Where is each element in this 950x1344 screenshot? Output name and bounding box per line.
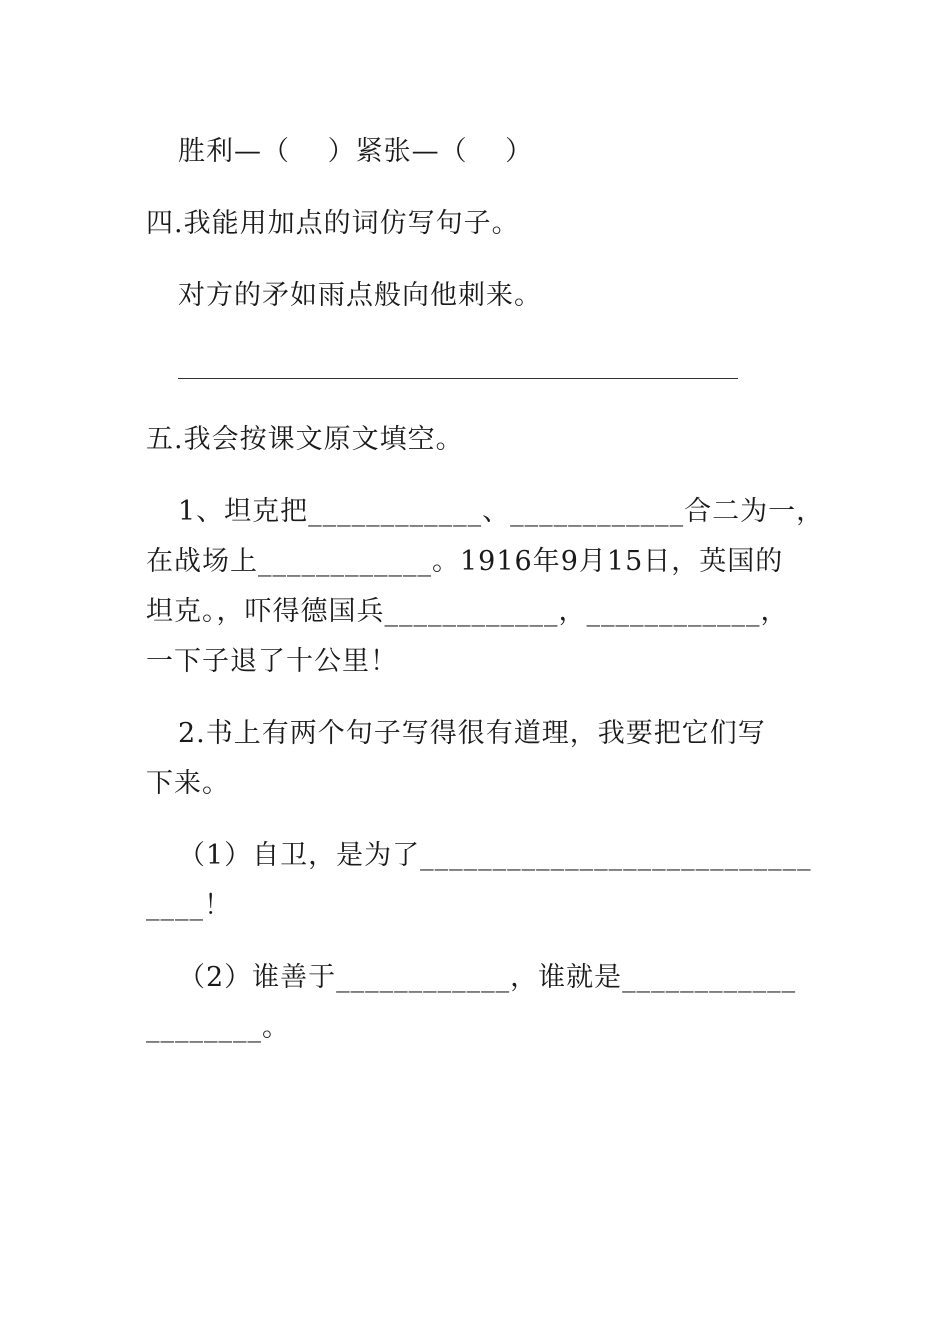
question-one-line-4: 一下子退了十公里！ — [146, 646, 398, 677]
antonym-line: 胜利—（ ）紧张—（ ） — [178, 136, 534, 167]
question-two-line-1: 2.书上有两个句子写得很有道理，我要把它们写 — [178, 718, 766, 749]
sub-question-one-line-2: ____！ — [146, 890, 232, 921]
sub-question-one-line-1: （1）自卫，是为了___________________________ — [178, 840, 812, 871]
question-one-line-3: 坦克。，吓得德国兵____________，____________， — [146, 596, 789, 627]
sub-question-two-line-2: ________。 — [146, 1012, 290, 1043]
question-one-line-2: 在战场上____________。1916年9月15日，英国的 — [146, 546, 784, 577]
section-five-heading: 五.我会按课文原文填空。 — [146, 424, 464, 455]
sub-question-two-line-1: （2）谁善于____________，谁就是____________ — [178, 962, 797, 993]
question-one-line-1: 1、坦克把____________、____________合二为一， — [178, 496, 825, 527]
section-four-heading: 四.我能用加点的词仿写句子。 — [146, 208, 520, 239]
question-two-line-2: 下来。 — [146, 768, 230, 799]
example-sentence: 对方的矛如雨点般向他刺来。 — [178, 280, 542, 311]
answer-blank-line — [178, 378, 738, 379]
